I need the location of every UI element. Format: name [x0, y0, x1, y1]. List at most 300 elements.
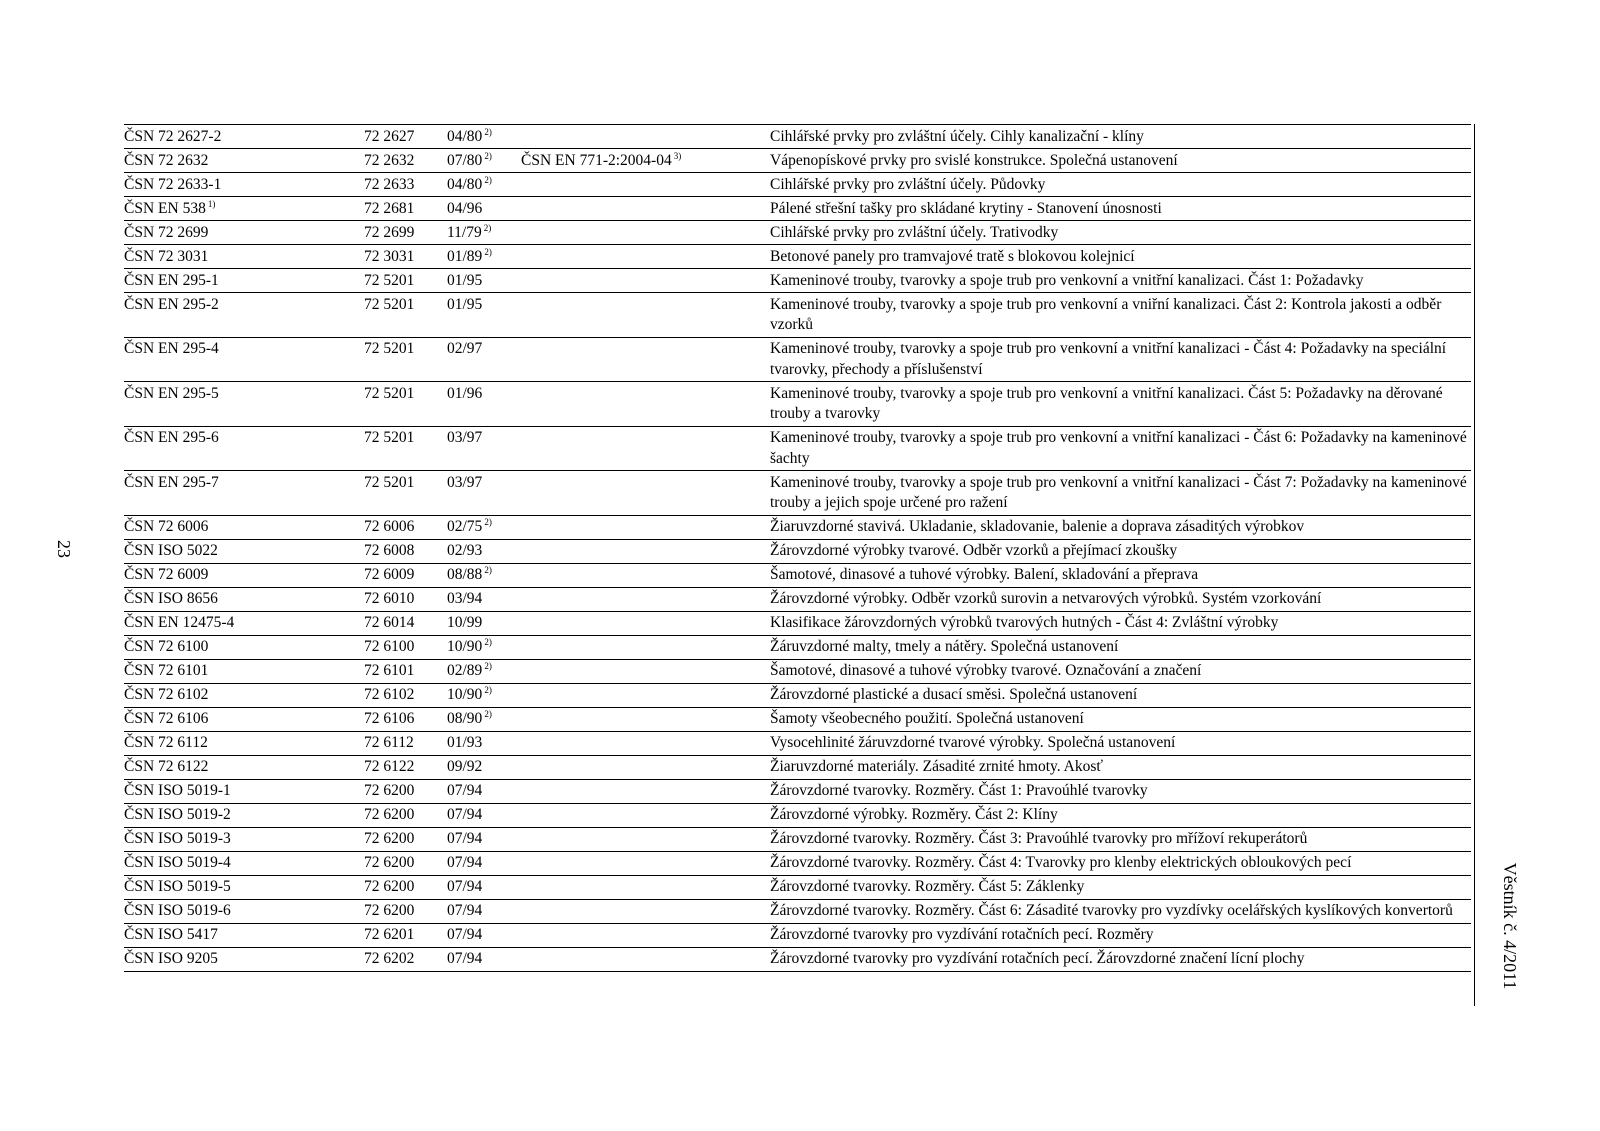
- issue-date-cell: [447, 755, 521, 779]
- standard-code: ČSN EN 295-7: [124, 473, 219, 491]
- classification-code: 72 6200: [364, 782, 415, 799]
- standard-title: Kameninové trouby, tvarovky a spoje trub pro venkovní a vnitřní kanalizaci - Část 6: Požadavky na kameninové šachty: [770, 429, 1467, 467]
- table-row: [124, 635, 1471, 659]
- replacement-standard: ČSN EN 771-2:2004-04: [521, 151, 672, 169]
- classification-code: 72 3031: [364, 247, 415, 265]
- replacement-standard-cell: [521, 851, 770, 875]
- standard-code-cell: [124, 539, 364, 563]
- standard-code: ČSN 72 3031: [124, 247, 209, 265]
- classification-code-cell: [364, 269, 447, 293]
- replacement-standard-cell: [521, 683, 770, 707]
- standard-title-cell: [770, 875, 1471, 899]
- standard-title: Kameninové trouby, tvarovky a spoje trub pro venkovní a vnitřní kanalizaci - Část 7: Požadavky na kameninové trouby a jejich spoje určené pro ražení: [770, 473, 1467, 511]
- standards-table: [124, 124, 1471, 972]
- issue-date: 01/89: [447, 247, 483, 265]
- replacement-standard-cell: [521, 515, 770, 539]
- standard-title-cell: [770, 293, 1471, 338]
- standard-code: ČSN 72 6102: [124, 686, 209, 703]
- standard-code: ČSN ISO 5417: [124, 926, 218, 943]
- issue-date-cell: [447, 707, 521, 731]
- table-row: [124, 707, 1471, 731]
- table-row: [124, 947, 1471, 971]
- standard-title: Žárovzdorné tvarovky pro vyzdívání rotačních pecí. Žárovzdorné značení lícní plochy: [770, 950, 1305, 967]
- standard-title-cell: [770, 611, 1471, 635]
- standard-code: ČSN 72 6009: [124, 566, 209, 583]
- table-row: [124, 563, 1471, 587]
- table-row: [124, 827, 1471, 851]
- table-row: [124, 755, 1471, 779]
- replacement-standard-cell: [521, 875, 770, 899]
- replacement-standard-cell: [521, 245, 770, 269]
- standard-code-cell: [124, 779, 364, 803]
- classification-code: 72 2699: [364, 223, 415, 241]
- standard-code: ČSN 72 6006: [124, 518, 209, 535]
- issue-date: 07/94: [447, 902, 483, 919]
- standard-title-cell: [770, 221, 1471, 245]
- standard-code-cell: [124, 426, 364, 471]
- classification-code-cell: [364, 779, 447, 803]
- standard-title: Žárovzdorné tvarovky. Rozměry. Část 5: Záklenky: [770, 878, 1085, 895]
- footnote-marker: 2): [484, 517, 492, 527]
- table-row: [124, 803, 1471, 827]
- standard-title-cell: [770, 803, 1471, 827]
- replacement-standard-cell: [521, 197, 770, 221]
- issue-date-cell: [447, 779, 521, 803]
- classification-code-cell: [364, 899, 447, 923]
- replacement-standard-cell: [521, 149, 770, 173]
- issue-date: 07/94: [447, 782, 483, 799]
- issue-date-cell: [447, 173, 521, 197]
- standard-title: Cihlářské prvky pro zvláštní účely. Cihly kanalizační - klíny: [770, 127, 1144, 145]
- standard-code: ČSN ISO 8656: [124, 590, 218, 607]
- classification-code-cell: [364, 635, 447, 659]
- classification-code-cell: [364, 947, 447, 971]
- standard-title: Žiaruvzdorné stavivá. Ukladanie, skladovanie, balenie a doprava zásaditých výrobkov: [770, 518, 1305, 535]
- standard-code-cell: [124, 923, 364, 947]
- issue-date: 07/94: [447, 854, 483, 871]
- standard-title-cell: [770, 659, 1471, 683]
- replacement-standard-cell: [521, 899, 770, 923]
- table-row: [124, 125, 1471, 149]
- standard-title-cell: [770, 827, 1471, 851]
- issue-date: 04/80: [447, 175, 483, 193]
- standard-code: ČSN ISO 5019-5: [124, 878, 231, 895]
- footnote-marker: 2): [484, 709, 492, 719]
- classification-code: 72 6112: [364, 734, 414, 751]
- standard-title: Žárovzdorné tvarovky. Rozměry. Část 1: Pravoúhlé tvarovky: [770, 782, 1148, 799]
- issue-date-cell: [447, 587, 521, 611]
- standard-title-cell: [770, 779, 1471, 803]
- table-row: [124, 149, 1471, 173]
- standard-code: ČSN EN 538: [124, 199, 206, 217]
- table-row: [124, 471, 1471, 516]
- table-row: [124, 197, 1471, 221]
- issue-date: 01/93: [447, 734, 483, 751]
- standard-code-cell: [124, 125, 364, 149]
- standard-title-cell: [770, 539, 1471, 563]
- footnote-marker: 2): [484, 246, 492, 257]
- issue-date: 07/80: [447, 151, 483, 169]
- replacement-standard-cell: [521, 426, 770, 471]
- standard-title-cell: [770, 125, 1471, 149]
- standard-title-cell: [770, 587, 1471, 611]
- standard-code: ČSN EN 12475-4: [124, 614, 235, 631]
- journal-title: Věstník č. 4/2011: [1500, 862, 1520, 990]
- standard-code: ČSN 72 6100: [124, 638, 209, 655]
- standard-title: Vápenopískové prvky pro svislé konstrukce. Společná ustanovení: [770, 151, 1178, 169]
- issue-date: 03/94: [447, 590, 483, 607]
- footnote-marker: 2): [484, 150, 492, 161]
- classification-code: 72 5201: [364, 384, 415, 402]
- standard-title-cell: [770, 426, 1471, 471]
- footnote-marker: 2): [484, 685, 492, 695]
- standard-title-cell: [770, 683, 1471, 707]
- standard-title: Kameninové trouby, tvarovky a spoje trub pro venkovní a vniřní kanalizaci. Část 2: Kontrola jakosti a odběr vzorků: [770, 295, 1442, 333]
- classification-code: 72 6101: [364, 662, 415, 679]
- standard-code-cell: [124, 382, 364, 427]
- replacement-standard-cell: [521, 563, 770, 587]
- classification-code-cell: [364, 803, 447, 827]
- standard-code-cell: [124, 293, 364, 338]
- standard-code: ČSN EN 295-4: [124, 340, 219, 357]
- classification-code: 72 5201: [364, 271, 415, 289]
- standard-code: ČSN 72 2633-1: [124, 175, 222, 193]
- issue-date-cell: [447, 611, 521, 635]
- classification-code-cell: [364, 337, 447, 382]
- standard-code-cell: [124, 173, 364, 197]
- classification-code: 72 5201: [364, 340, 415, 357]
- standard-code: ČSN ISO 5019-2: [124, 806, 231, 823]
- issue-date: 01/95: [447, 295, 483, 313]
- table-row: [124, 875, 1471, 899]
- classification-code: 72 5201: [364, 295, 415, 313]
- standard-code: ČSN 72 6101: [124, 662, 209, 679]
- standard-title: Žárovzdorné výrobky. Rozměry. Část 2: Klíny: [770, 806, 1058, 823]
- issue-date: 08/90: [447, 710, 483, 727]
- classification-code-cell: [364, 707, 447, 731]
- replacement-standard-cell: [521, 731, 770, 755]
- classification-code-cell: [364, 923, 447, 947]
- issue-date-cell: [447, 245, 521, 269]
- standard-title: Žárovzdorné tvarovky. Rozměry. Část 3: Pravoúhlé tvarovky pro mřížoví rekuperátorů: [770, 830, 1308, 847]
- table-row: [124, 337, 1471, 382]
- replacement-standard-cell: [521, 337, 770, 382]
- classification-code-cell: [364, 539, 447, 563]
- standard-code: ČSN EN 295-2: [124, 295, 219, 313]
- classification-code-cell: [364, 471, 447, 516]
- issue-date: 01/95: [447, 271, 483, 289]
- issue-date: 07/94: [447, 926, 483, 943]
- standard-code-cell: [124, 899, 364, 923]
- classification-code-cell: [364, 683, 447, 707]
- standard-code: ČSN 72 2632: [124, 151, 209, 169]
- standard-code: ČSN 72 6106: [124, 710, 209, 727]
- standard-code: ČSN EN 295-5: [124, 384, 219, 402]
- standard-title: Klasifikace žárovzdorných výrobků tvarových hutných - Část 4: Zvláštní výrobky: [770, 614, 1279, 631]
- footnote-marker: 1): [207, 198, 216, 209]
- replacement-standard-cell: [521, 707, 770, 731]
- replacement-standard-cell: [521, 827, 770, 851]
- standard-title-cell: [770, 755, 1471, 779]
- table-row: [124, 899, 1471, 923]
- replacement-standard-cell: [521, 471, 770, 516]
- classification-code-cell: [364, 149, 447, 173]
- issue-date-cell: [447, 683, 521, 707]
- classification-code: 72 6200: [364, 854, 415, 871]
- table-row: [124, 923, 1471, 947]
- issue-date: 02/93: [447, 542, 483, 559]
- standard-code-cell: [124, 851, 364, 875]
- footnote-marker: 2): [484, 565, 492, 575]
- standard-title: Žárovzdorné tvarovky. Rozměry. Část 6: Zásadité tvarovky pro vyzdívky ocelářských kyslíkových konvertorů: [770, 902, 1453, 919]
- standard-title: Žárovzdorné výrobky tvarové. Odběr vzorků a přejímací zkoušky: [770, 542, 1178, 559]
- issue-date-cell: [447, 563, 521, 587]
- standard-code-cell: [124, 827, 364, 851]
- standard-title: Šamoty všeobecného použití. Společná ustanovení: [770, 710, 1084, 727]
- classification-code: 72 6102: [364, 686, 415, 703]
- table-row: [124, 779, 1471, 803]
- standard-code: ČSN ISO 9205: [124, 950, 218, 967]
- standard-code-cell: [124, 707, 364, 731]
- issue-date-cell: [447, 293, 521, 338]
- issue-date: 04/80: [447, 127, 483, 145]
- classification-code-cell: [364, 382, 447, 427]
- standard-code: ČSN EN 295-1: [124, 271, 219, 289]
- footnote-marker: 2): [484, 174, 492, 185]
- issue-date-cell: [447, 803, 521, 827]
- classification-code: 72 6202: [364, 950, 415, 967]
- classification-code: 72 6200: [364, 806, 415, 823]
- replacement-standard-cell: [521, 125, 770, 149]
- footnote-marker: 2): [483, 222, 492, 233]
- classification-code: 72 2627: [364, 127, 415, 145]
- issue-date: 04/96: [447, 199, 483, 217]
- issue-date-cell: [447, 659, 521, 683]
- standard-title: Kameninové trouby, tvarovky a spoje trub pro venkovní a vnitřní kanalizaci. Část 5: Požadavky na děrované trouby a tvarovky: [770, 384, 1443, 422]
- standard-title-cell: [770, 731, 1471, 755]
- issue-date: 01/96: [447, 384, 483, 402]
- classification-code-cell: [364, 851, 447, 875]
- replacement-standard-cell: [521, 611, 770, 635]
- standard-code-cell: [124, 221, 364, 245]
- classification-code-cell: [364, 563, 447, 587]
- classification-code: 72 6100: [364, 638, 415, 655]
- classification-code: 72 6122: [364, 758, 415, 775]
- standard-code: ČSN 72 2699: [124, 223, 209, 241]
- standard-code-cell: [124, 611, 364, 635]
- standard-title: Cihlářské prvky pro zvláštní účely. Trativodky: [770, 223, 1059, 241]
- standard-code-cell: [124, 269, 364, 293]
- classification-code-cell: [364, 659, 447, 683]
- issue-date: 08/88: [447, 566, 483, 583]
- standard-code-cell: [124, 471, 364, 516]
- table-row: [124, 426, 1471, 471]
- table-row: [124, 221, 1471, 245]
- standard-title-cell: [770, 899, 1471, 923]
- replacement-standard-cell: [521, 947, 770, 971]
- replacement-standard-cell: [521, 635, 770, 659]
- issue-date-cell: [447, 827, 521, 851]
- standard-title-cell: [770, 245, 1471, 269]
- standard-code-cell: [124, 803, 364, 827]
- issue-date-cell: [447, 125, 521, 149]
- footnote-marker: 2): [484, 661, 492, 671]
- replacement-standard-cell: [521, 779, 770, 803]
- classification-code: 72 6200: [364, 878, 415, 895]
- standard-title: Žárovzdorné tvarovky. Rozměry. Část 4: Tvarovky pro klenby elektrických obloukových pecí: [770, 854, 1352, 871]
- standard-title-cell: [770, 382, 1471, 427]
- classification-code-cell: [364, 587, 447, 611]
- table-row: [124, 683, 1471, 707]
- standard-title: Kameninové trouby, tvarovky a spoje trub pro venkovní a vnitřní kanalizaci - Část 4: Požadavky na speciální tvarovky, přechody a příslušenství: [770, 340, 1447, 378]
- issue-date-cell: [447, 269, 521, 293]
- standard-title-cell: [770, 923, 1471, 947]
- replacement-standard-cell: [521, 923, 770, 947]
- classification-code: 72 5201: [364, 473, 415, 491]
- issue-date-cell: [447, 875, 521, 899]
- standard-code-cell: [124, 947, 364, 971]
- issue-date: 03/97: [447, 429, 483, 446]
- issue-date-cell: [447, 471, 521, 516]
- issue-date-cell: [447, 899, 521, 923]
- issue-date-cell: [447, 851, 521, 875]
- standard-code: ČSN 72 6122: [124, 758, 209, 775]
- table-row: [124, 245, 1471, 269]
- issue-date-cell: [447, 221, 521, 245]
- standard-code: ČSN ISO 5019-6: [124, 902, 231, 919]
- standard-title-cell: [770, 173, 1471, 197]
- table-row: [124, 539, 1471, 563]
- standard-code-cell: [124, 563, 364, 587]
- classification-code: 72 2633: [364, 175, 415, 193]
- table-row: [124, 731, 1471, 755]
- standard-code-cell: [124, 197, 364, 221]
- classification-code-cell: [364, 221, 447, 245]
- standard-title: Betonové panely pro tramvajové tratě s blokovou kolejnicí: [770, 247, 1135, 265]
- standard-code-cell: [124, 245, 364, 269]
- replacement-standard-cell: [521, 173, 770, 197]
- replacement-standard-cell: [521, 293, 770, 338]
- standard-code: ČSN EN 295-6: [124, 429, 219, 446]
- table-row: [124, 659, 1471, 683]
- classification-code: 72 6009: [364, 566, 415, 583]
- standard-code: ČSN ISO 5019-4: [124, 854, 231, 871]
- standard-title-cell: [770, 337, 1471, 382]
- standard-title-cell: [770, 149, 1471, 173]
- standard-title-cell: [770, 707, 1471, 731]
- standard-title: Žárovzdorné plastické a dusací směsi. Společná ustanovení: [770, 686, 1138, 703]
- classification-code: 72 6010: [364, 590, 415, 607]
- standard-code-cell: [124, 659, 364, 683]
- page-number: 23: [54, 540, 74, 558]
- standard-title-cell: [770, 635, 1471, 659]
- issue-date: 07/94: [447, 878, 483, 895]
- classification-code-cell: [364, 173, 447, 197]
- standard-title: Cihlářské prvky pro zvláštní účely. Půdovky: [770, 175, 1046, 193]
- issue-date: 10/90: [447, 686, 483, 703]
- standard-code: ČSN ISO 5019-3: [124, 830, 231, 847]
- footnote-marker: 3): [673, 150, 682, 161]
- standard-title: Kameninové trouby, tvarovky a spoje trub pro venkovní a vnitřní kanalizaci. Část 1: Požadavky: [770, 271, 1364, 289]
- standard-title: Žárovzdorné tvarovky pro vyzdívání rotačních pecí. Rozměry: [770, 926, 1154, 943]
- issue-date-cell: [447, 635, 521, 659]
- issue-date: 02/89: [447, 662, 483, 679]
- classification-code: 72 6106: [364, 710, 415, 727]
- standard-title: Žárovzdorné výrobky. Odběr vzorků surovin a netvarových výrobků. Systém vzorkování: [770, 590, 1322, 607]
- standard-title-cell: [770, 563, 1471, 587]
- classification-code-cell: [364, 197, 447, 221]
- issue-date: 07/94: [447, 806, 483, 823]
- classification-code: 72 6200: [364, 830, 415, 847]
- standard-code-cell: [124, 683, 364, 707]
- issue-date-cell: [447, 197, 521, 221]
- table-body: [124, 125, 1471, 972]
- classification-code: 72 6008: [364, 542, 415, 559]
- standard-code: ČSN 72 6112: [124, 734, 208, 751]
- standard-title: Šamotové, dinasové a tuhové výrobky. Balení, skladování a přeprava: [770, 566, 1199, 583]
- standard-title-cell: [770, 947, 1471, 971]
- classification-code-cell: [364, 611, 447, 635]
- replacement-standard-cell: [521, 539, 770, 563]
- replacement-standard-cell: [521, 221, 770, 245]
- table-row: [124, 851, 1471, 875]
- classification-code-cell: [364, 827, 447, 851]
- standard-title: Pálené střešní tašky pro skládané krytiny - Stanovení únosnosti: [770, 199, 1162, 217]
- issue-date-cell: [447, 149, 521, 173]
- table-row: [124, 515, 1471, 539]
- classification-code-cell: [364, 731, 447, 755]
- standard-code: ČSN 72 2627-2: [124, 127, 222, 145]
- standard-title-cell: [770, 269, 1471, 293]
- classification-code: 72 6006: [364, 518, 415, 535]
- classification-code-cell: [364, 125, 447, 149]
- standard-code-cell: [124, 149, 364, 173]
- issue-date-cell: [447, 923, 521, 947]
- classification-code: 72 5201: [364, 429, 415, 446]
- table-row: [124, 611, 1471, 635]
- standard-code: ČSN ISO 5022: [124, 542, 218, 559]
- replacement-standard-cell: [521, 803, 770, 827]
- classification-code: 72 2632: [364, 151, 415, 169]
- classification-code-cell: [364, 245, 447, 269]
- issue-date-cell: [447, 382, 521, 427]
- issue-date: 10/99: [447, 614, 483, 631]
- standard-code-cell: [124, 731, 364, 755]
- classification-code-cell: [364, 515, 447, 539]
- standard-code-cell: [124, 875, 364, 899]
- classification-code: 72 6200: [364, 902, 415, 919]
- issue-date: 02/97: [447, 340, 483, 357]
- standard-title-cell: [770, 471, 1471, 516]
- standard-code: ČSN ISO 5019-1: [124, 782, 231, 799]
- issue-date: 02/75: [447, 518, 483, 535]
- issue-date-cell: [447, 731, 521, 755]
- table-row: [124, 173, 1471, 197]
- table-row: [124, 382, 1471, 427]
- table-row: [124, 269, 1471, 293]
- issue-date-cell: [447, 515, 521, 539]
- issue-date: 07/94: [447, 950, 483, 967]
- issue-date: 07/94: [447, 830, 483, 847]
- issue-date: 10/90: [447, 638, 483, 655]
- standard-code-cell: [124, 515, 364, 539]
- classification-code-cell: [364, 293, 447, 338]
- standard-title-cell: [770, 851, 1471, 875]
- replacement-standard-cell: [521, 587, 770, 611]
- classification-code-cell: [364, 426, 447, 471]
- issue-date-cell: [447, 539, 521, 563]
- footnote-marker: 2): [484, 126, 492, 137]
